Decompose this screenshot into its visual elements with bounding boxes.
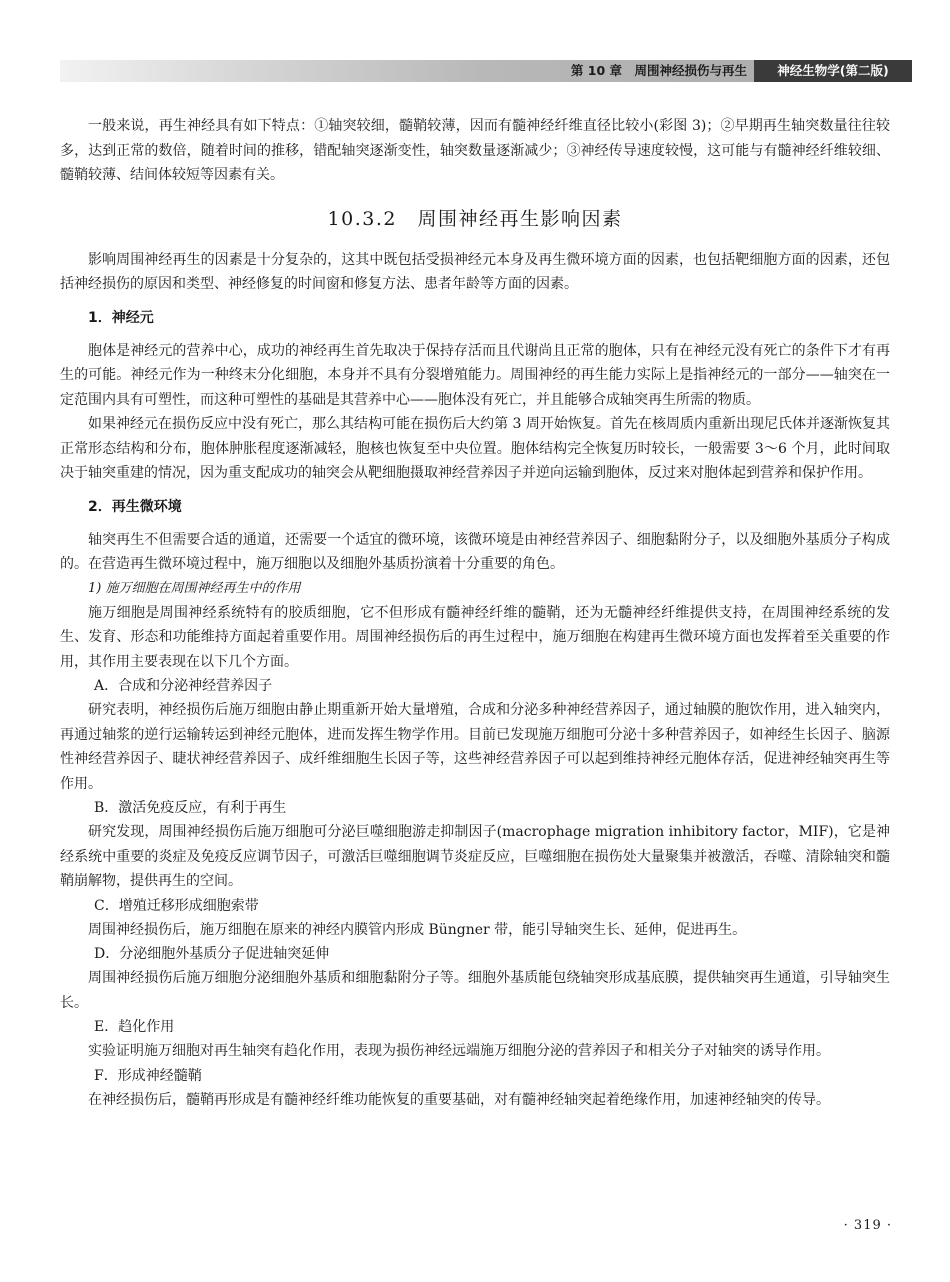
- neuron-paragraph-1: 胞体是神经元的营养中心，成功的神经再生首先取决于保持存活而且代谢尚且正常的胞体，只有在神经元没有死亡的条件下才有再生的可能。神经元作为一种终末分化细胞，本身并不具有分裂增殖能力。周围神经的再生能力实际上是指神经元的一部分——轴突在一定范围内具有可塑性，而这种可塑性的基础是其营养中心——胞体没有死亡，并且能够合成轴突再生所需的物质。: [60, 342, 890, 408]
- section-title: 10.3.2 周围神经再生影响因素: [327, 207, 623, 230]
- header-book-title: 神经生物学(第二版): [754, 60, 912, 82]
- paragraph-e: 实验证明施万细胞对再生轴突有趋化作用，表现为损伤神经远端施万细胞分泌的营养因子和相关分子对轴突的诱导作用。: [88, 1043, 830, 1059]
- neuron-paragraph-2: 如果神经元在损伤反应中没有死亡，那么其结构可能在损伤后大约第 3 周开始恢复。首先在核周质内重新出现尼氏体并逐渐恢复其正常形态结构和分布，胞体肿胀程度逐渐减轻，胞核也恢复至中央位置。胞体结构完全恢复历时较长，一般需要 3～6 个月，此时间取决于轴突重建的情况，因为重支配成功的轴突会从靶细胞摄取神经营养因子并逆向运输到胞体，反过来对胞体起到营养和保护作用。: [60, 416, 890, 481]
- heading-c: C．增殖迁移形成细胞索带: [94, 897, 259, 914]
- paragraph-c: 周围神经损伤后，施万细胞在原来的神经内膜管内形成 Büngner 带，能引导轴突生长、延伸，促进再生。: [88, 921, 747, 938]
- heading-neuron: 1．神经元: [88, 309, 154, 326]
- heading-f: F．形成神经髓鞘: [94, 1067, 202, 1084]
- section-intro-paragraph: 影响周围神经再生的因素是十分复杂的，这其中既包括受损神经元本身及再生微环境方面的因素，也包括靶细胞方面的因素，还包括神经损伤的原因和类型、神经修复的时间窗和修复方法、患者年龄等方面的因素。: [60, 251, 890, 292]
- schwann-paragraph: 施万细胞是周围神经系统特有的胶质细胞，它不但形成有髓神经纤维的髓鞘，还为无髓神经纤维提供支持，在周围神经系统的发生、发育、形态和功能维持方面起着重要作用。周围神经损伤后的再生过程中，施万细胞在构建再生微环境方面也发挥着至关重要的作用，其作用主要表现在以下几个方面。: [60, 604, 890, 670]
- running-header: [60, 60, 912, 82]
- paragraph-a: 研究表明，神经损伤后施万细胞由静止期重新开始大量增殖，合成和分泌多种神经营养因子，通过轴膜的胞饮作用，进入轴突内，再通过轴浆的逆行运输转运到神经元胞体，进而发挥生物学作用。目前已发现施万细胞可分泌十多种营养因子，如神经生长因子、脑源性神经营养因子、睫状神经营养因子、成纤维细胞生长因子等，这些神经营养因子可以起到维持神经元胞体存活，促进神经轴突再生等作用。: [60, 702, 890, 792]
- heading-e: E．趋化作用: [94, 1019, 175, 1035]
- page-body: [60, 114, 890, 1112]
- heading-d: D．分泌细胞外基质分子促进轴突延伸: [94, 946, 330, 962]
- microenvironment-paragraph: 轴突再生不但需要合适的通道，还需要一个适宜的微环境，该微环境是由神经营养因子、细胞黏附分子，以及细胞外基质分子构成的。在营造再生微环境过程中，施万细胞以及细胞外基质扮演着十分重要的角色。: [60, 531, 890, 572]
- paragraph-d: 周围神经损伤后施万细胞分泌细胞外基质和细胞黏附分子等。细胞外基质能包绕轴突形成基底膜，提供轴突再生通道，引导轴突生长。: [60, 970, 890, 1011]
- heading-a: A．合成和分泌神经营养因子: [94, 678, 273, 694]
- heading-b: B．激活免疫反应，有利于再生: [94, 800, 287, 816]
- intro-paragraph: 一般来说，再生神经具有如下特点：①轴突较细，髓鞘较薄，因而有髓神经纤维直径比较小(彩图 3)；②早期再生轴突数量往往较多，达到正常的数倍，随着时间的推移，错配轴突逐渐变性，轴突数量逐渐减少；③神经传导速度较慢，这可能与有髓神经纤维较细、髓鞘较薄、结间体较短等因素有关。: [60, 118, 890, 183]
- heading-schwann-cells: 1) 施万细胞在周围神经再生中的作用: [88, 580, 301, 596]
- paragraph-b: 研究发现，周围神经损伤后施万细胞可分泌巨噬细胞游走抑制因子(macrophage migration inhibitory factor，MIF)，它是神经系统中重要的炎症及免疫反应调节因子，可激活巨噬细胞调节炎症反应，巨噬细胞在损伤处大量聚集并被激活，吞噬、清除轴突和髓鞘崩解物，提供再生的空间。: [60, 824, 890, 889]
- page-number: · 319 ·: [843, 1218, 892, 1233]
- heading-microenvironment: 2．再生微环境: [88, 498, 182, 515]
- header-chapter-title: 第 10 章 周围神经损伤与再生: [570, 63, 747, 78]
- paragraph-f: 在神经损伤后，髓鞘再形成是有髓神经纤维功能恢复的重要基础，对有髓神经轴突起着绝缘作用，加速神经轴突的传导。: [88, 1091, 830, 1108]
